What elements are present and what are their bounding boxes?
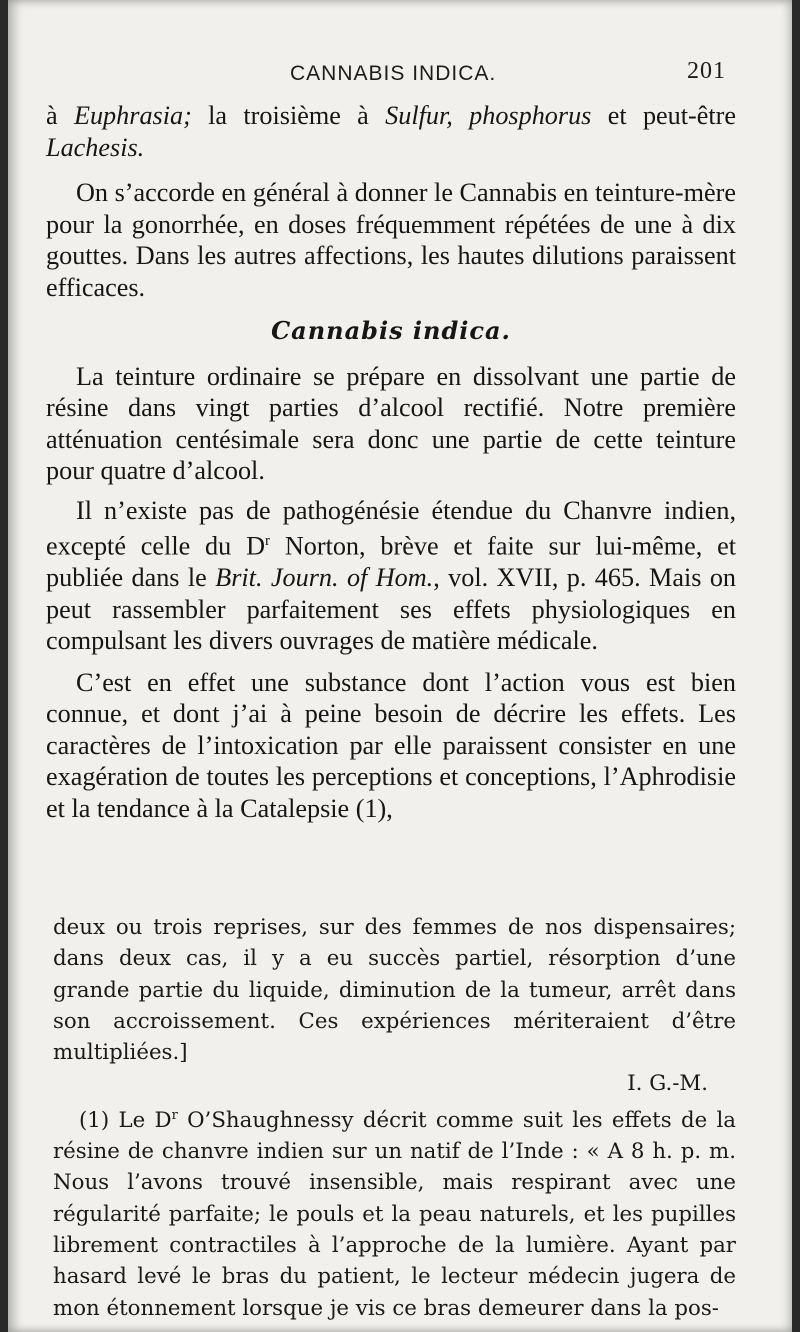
page-header [8,58,792,92]
footnote-1 [53,1100,736,1324]
running-title: CANNABIS INDICA. [290,62,497,85]
text-run: à [46,101,74,130]
text-run: O’Shaughnessy décrit comme suit les effets de la résine de chanvre indien sur un natif de l’Inde : « A 8 h. p. m. Nous l’avons trouvé insensible, mais respirant avec une régularité parfaite; le pouls et la peau naturels, et les pupilles librement contractiles à l’approche de la lumière. Ayant par hasard levé le bras du patient, le lecteur médecin jugera de mon étonnement lorsque je vis ce bras demeurer dans la pos- [53,1107,736,1321]
remedy-name: Sulfur, phosphorus [385,101,592,130]
book-page [8,0,792,1332]
superscript: r [265,533,270,549]
text-run: (1) Le D [79,1107,172,1133]
text-run: et peut-être [591,101,736,130]
remedy-name: Euphrasia; [73,101,192,130]
superscript: r [171,1107,178,1123]
text-run: Norton, brève et faite sur lui-même, et publiée dans le [46,531,736,593]
journal-title: Brit. Journ. of Hom. [215,563,434,593]
paragraph-pathogenesis [46,495,736,657]
footnotes [53,912,736,1324]
paragraph-effects: C’est en effet une substance dont l’action vous est bien connue, et dont j’ai à peine besoin de décrire les effets. Les caractères de l’intoxication par elle paraissent consister en une exagération de toutes les perceptions et conceptions, l’Aphrodisie et la tendance à la Catalepsie (1), [46,667,736,823]
paragraph-dosage: On s’accorde en général à donner le Cannabis en teinture-mère pour la gonorrhée, en doses fréquemment répétées de une à dix gouttes. Dans les autres affections, les hautes dilutions paraissent efficaces. [46,178,736,302]
text-run: , vol. XVII, p. 465. Mais on peut rassembler parfaitement ses effets physiologiques en compulsant les divers ouvrages de matière médicale. [46,563,737,656]
text-run: la troisième à [191,101,386,130]
note-signature: I. G.-M. [627,1071,708,1097]
paragraph-tincture: La teinture ordinaire se prépare en dissolvant une partie de résine dans vingt parties d’alcool rectifié. Notre première atténuation centésimale sera donc une partie de cette teinture pour quatre d’alcool. [46,361,736,485]
remedy-name: Lachesis. [46,132,145,162]
section-heading: Cannabis indica. [271,316,511,345]
main-text [46,100,736,824]
paragraph-continuation [46,100,736,163]
page-number: 201 [687,58,726,84]
text-run: Il n’existe pas de pathogénésie étendue du Chanvre indien, excepté celle du D [46,495,736,561]
note-continuation: deux ou trois reprises, sur des femmes de nos dispensaires; dans deux cas, il y a eu succès partiel, résorption d’une grande partie du liquide, diminution de la tumeur, arrêt dans son accroissement. Ces expériences mériteraient d’être multipliées.] [53,915,736,1066]
